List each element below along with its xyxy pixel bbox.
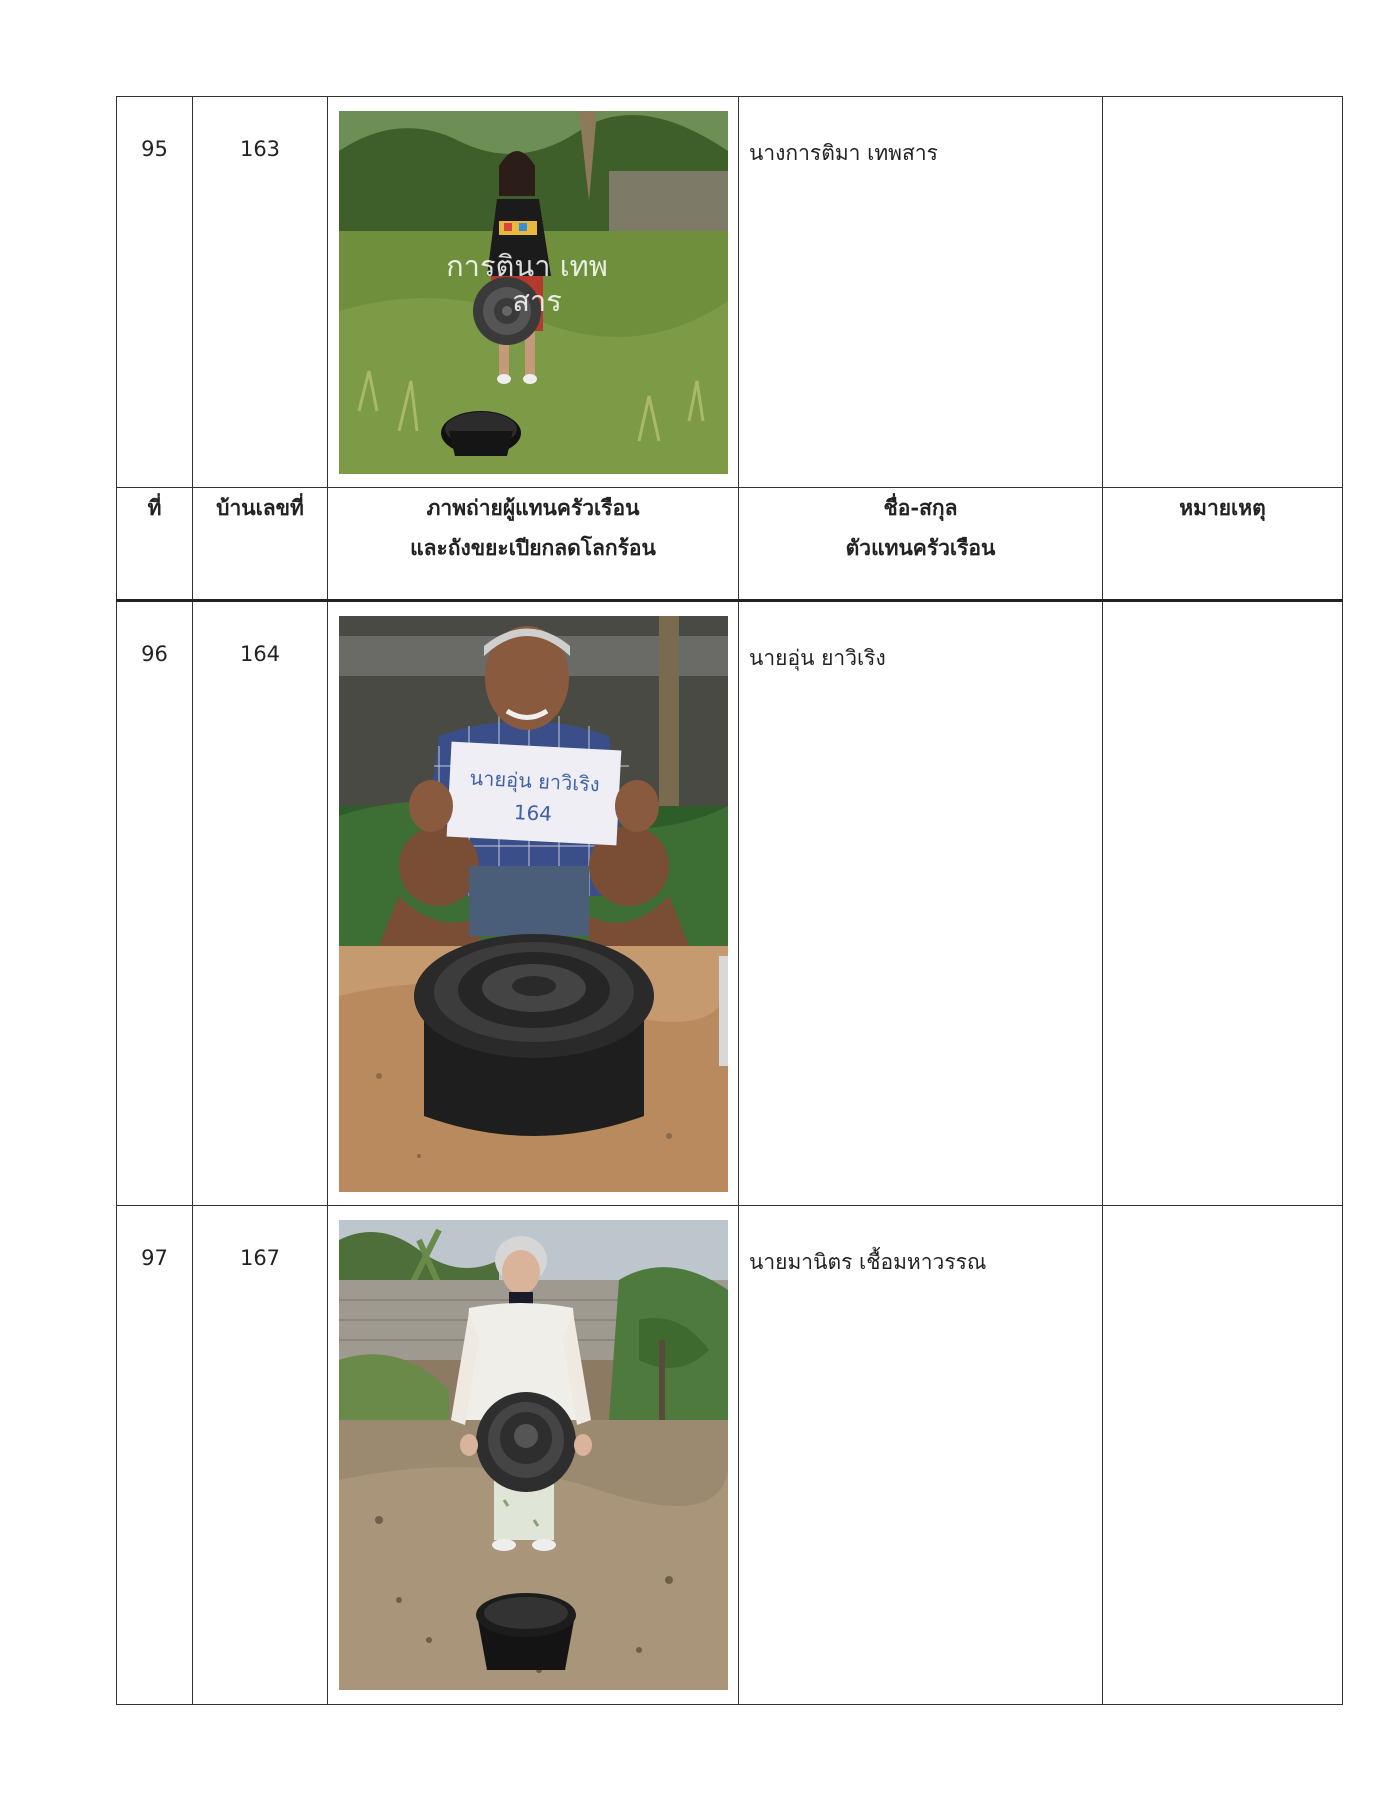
table-row [117,1206,1343,1705]
photo-man-with-bin [339,616,728,1192]
cell-remark [1103,601,1343,1206]
header-photo: ภาพถ่ายผู้แทนครัวเรือน และถังขยะเปียกลดโลกร้อน [328,488,739,601]
cell-house-no: 167 [193,1206,328,1705]
cell-no: 97 [117,1206,193,1705]
cell-photo [328,601,739,1206]
table-header-row [117,488,1343,601]
cell-name: นางการติมา เทพสาร [739,97,1103,488]
cell-name: นายมานิตร เชื้อมหาวรรณ [739,1206,1103,1705]
cell-remark [1103,1206,1343,1705]
photo-name-overlay: การตินา เทพ [446,249,608,283]
photo-woman-with-bin [339,111,728,474]
household-photo [339,616,728,1192]
household-photo [339,1220,728,1690]
cell-no: 95 [117,97,193,488]
header-remark: หมายเหตุ [1103,488,1343,601]
table-row [117,601,1343,1206]
cell-house-no: 163 [193,97,328,488]
cell-house-no: 164 [193,601,328,1206]
photo-sign-number: 164 [513,799,553,826]
cell-photo [328,97,739,488]
photo-name-overlay-2: สาร [512,284,562,318]
header-name: ชื่อ-สกุล ตัวแทนครัวเรือน [739,488,1103,601]
cell-remark [1103,97,1343,488]
cell-name: นายอุ่น ยาวิเริง [739,601,1103,1206]
photo-elderly-woman-with-bin [339,1220,728,1690]
photo-sign-text: นายอุ่น ยาวิเริง [468,765,601,797]
table-row [117,97,1343,488]
household-registry-table [116,96,1343,1705]
cell-no: 96 [117,601,193,1206]
cell-photo [328,1206,739,1705]
household-photo [339,111,728,474]
header-house-no: บ้านเลขที่ [193,488,328,601]
header-no: ที่ [117,488,193,601]
